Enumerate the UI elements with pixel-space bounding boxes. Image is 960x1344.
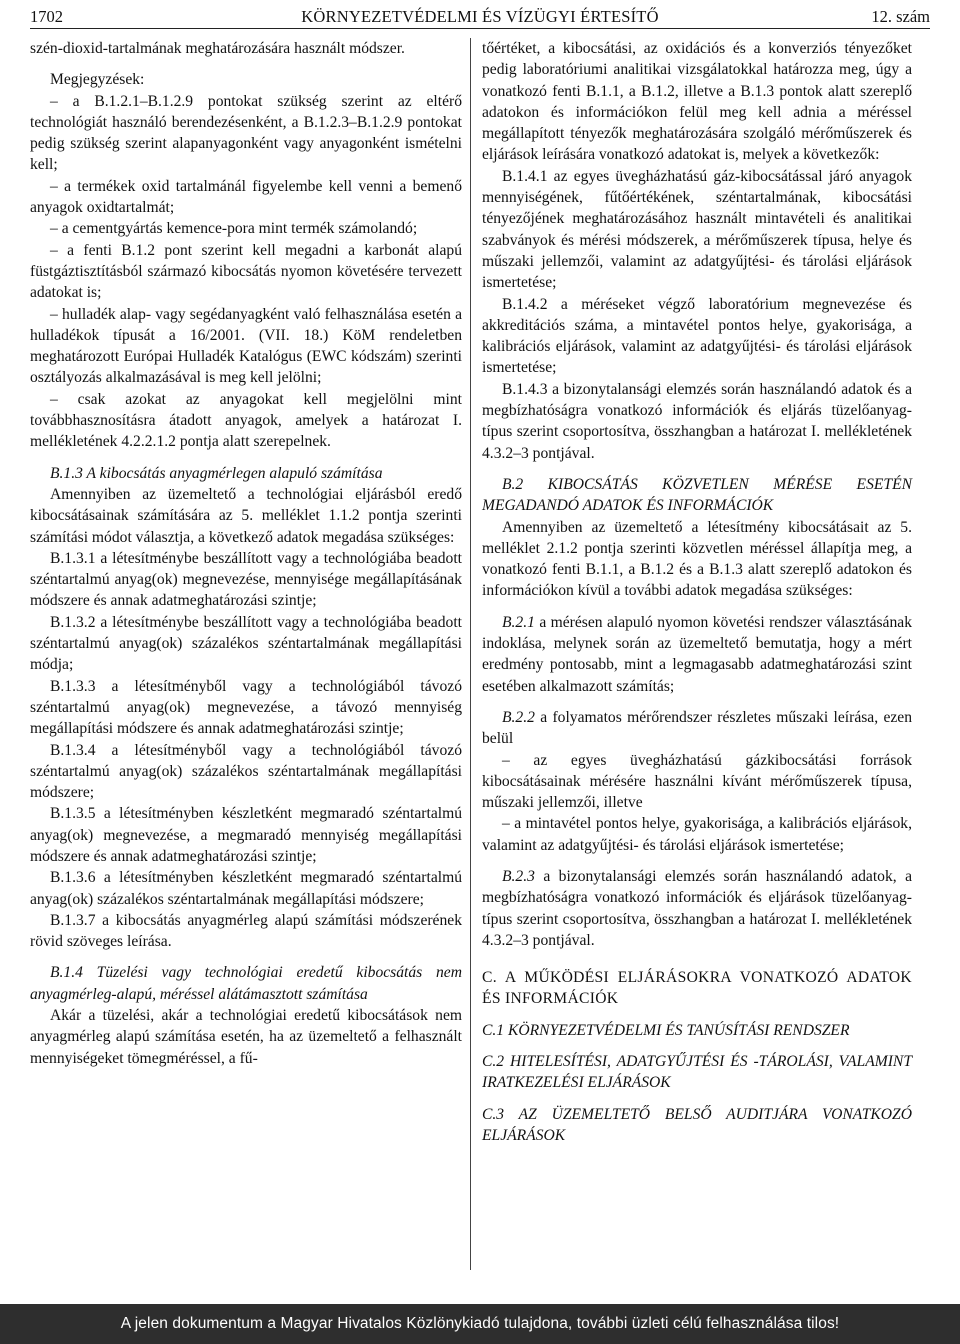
paragraph [482, 612, 912, 697]
section-heading-c2: C.2 HITELESÍTÉSI, ADATGYŰJTÉSI ÉS -TÁROLÁSI, VALAMINT IRATKEZELÉSI ELJÁRÁSOK [482, 1053, 912, 1092]
paragraph: B.1.4.3 a bizonytalansági elemzés során használandó adatok és a megbízhatóságra vonatkozó információk és eljárás tüzelőanyag-típus szerint csoportosítva, összhangban a határozat I. mellékletének 4.3.2–3 pontjával. [482, 380, 912, 462]
paragraph: Amennyiben az üzemeltető a létesítmény kibocsátásait az 5. melléklet 2.1.2 pontja szerinti közvetlen méréssel állapítja meg, a vonatkozó fenti B.1.1, a B.1.2 és a B.1.3 alatt szereplő adatokon és információkon kívül a további adatok megadása szükséges: [482, 518, 912, 600]
page-number: 1702 [30, 7, 63, 26]
text: a bizonytalansági elemzés során használandó adatok, a megbízhatóságra vonatkozó információk és eljárások tüzelőanyag-típus szerint csoportosítva, összhangban a határozat I. mellékletének 4.3.2–3 pontjával. [482, 867, 912, 949]
paragraph: Akár a tüzelési, akár a technológiai eredetű kibocsátások nem anyagmérleg alapú számítása esetén, ha az üzemeltető a felhasznált mennyiségeket tömegméréssel, a fű- [30, 1007, 462, 1067]
paragraph [482, 707, 912, 750]
notes-heading: Megjegyzések: [50, 71, 145, 89]
left-column [30, 38, 462, 1069]
paragraph: B.1.3.7 a kibocsátás anyagmérleg alapú számítási módszerének rövid szöveges leírása. [30, 911, 462, 951]
section-heading-b14: B.1.4 Tüzelési vagy technológiai eredetű kibocsátás nem anyagmérleg-alapú, méréssel alátámasztott számítása [30, 964, 462, 1003]
section-heading-b2: B.2 KIBOCSÁTÁS KÖZVETLEN MÉRÉSE ESETÉN MEGADANDÓ ADATOK ÉS INFORMÁCIÓK [482, 475, 912, 515]
label-b21: B.2.1 [502, 613, 535, 631]
list-item: – az egyes üvegházhatású gázkibocsátási források kibocsátásainak mérésére használni kívánt mérőműszerek típusa, műszaki jellemzői, illetve [482, 751, 912, 812]
paragraph: tőértéket, a kibocsátási, az oxidációs és a konverziós tényezőket pedig laboratóriumi analitikai vizsgálatokkal határozza meg, úgy a vonatkozó fenti B.1.1, a B.1.2, illetve a B.1.3 pontok alatt szereplő adatokon és információkon felül meg kell adnia a méréssel megállapított tényezők meghatározására szolgáló mérőműszerek és eljárások leírására vonatkozó adatokat is, melyek a következők: [482, 40, 912, 164]
header-rule [30, 28, 930, 29]
list-item: – a termékek oxid tartalmánál figyelembe kell venni a bemenő anyagok oxidtartalmát; [30, 177, 462, 217]
paragraph: B.1.3.1 a létesítménybe beszállított vagy a technológiába beadott széntartalmú anyag(ok) megnevezése, mennyisége megállapításának módszere és annak adatmeghatározási szintje; [30, 549, 462, 610]
list-item: – a mintavétel pontos helye, gyakorisága, a kalibrációs eljárások, valamint az adatgyűjtési- és tárolási eljárások ismertetése; [482, 815, 912, 854]
paragraph: B.1.4.1 az egyes üvegházhatású gáz-kibocsátással járó anyagok mennyiségének, fűtőértékének, széntartalmának, kibocsátási tényezőjének meghatározásához használt mintavételi és analitikai szabványok és mérési módszerek, a mérőműszerek típusa, helye és műszaki jellemzői, valamint az adatgyűjtési- és tárolási eljárások ismertetése; [482, 167, 912, 292]
list-item: – a cementgyártás kemence-pora mint termék számolandó; [50, 220, 418, 238]
label-b23: B.2.3 [502, 867, 535, 885]
issue-number: 12. szám [871, 7, 930, 26]
section-heading-c3: C.3 AZ ÜZEMELTETŐ BELSŐ AUDITJÁRA VONATKOZÓ ELJÁRÁSOK [482, 1105, 912, 1144]
page-header [30, 4, 930, 30]
paragraph: B.1.3.5 a létesítményben készletként megmaradó széntartalmú anyag(ok) megnevezése, a megmaradó mennyiség megállapítási módszere és annak adatmeghatározási szintje; [30, 805, 462, 865]
footer-watermark: A jelen dokumentum a Magyar Hivatalos Közlönykiadó tulajdona, további üzleti célú felhasználása tilos! [0, 1304, 960, 1344]
text: a mérésen alapuló nyomon követési rendszer választásának indoklása, melynek során az üzemeltető bemutatja, hogy a mért eredmény pontosabb, mint a legmagasabb adatmeghatározási szint esetében alkalmazott számítás; [482, 613, 912, 695]
list-item: – hulladék alap- vagy segédanyagként való felhasználása esetén a hulladékok típusát a 16/2001. (VII. 18.) KöM rendeletben meghatározott Európai Hulladék Katalógus (EWC kódszám) szerinti osztályozás alkalmazásával is meg kell jelölni; [30, 305, 462, 387]
section-heading-c: C. A MŰKÖDÉSI ELJÁRÁSOKRA VONATKOZÓ ADATOK ÉS INFORMÁCIÓK [482, 969, 912, 1008]
paragraph: B.1.3.2 a létesítménybe beszállított vagy a technológiába beadott széntartalmú anyag(ok) százalékos széntartalmának megállapítási módja; [30, 613, 462, 674]
section-heading-c1: C.1 KÖRNYEZETVÉDELMI ÉS TANÚSÍTÁSI RENDSZER [482, 1021, 850, 1039]
section-heading-b13: B.1.3 A kibocsátás anyagmérlegen alapuló számítása [50, 464, 383, 482]
paragraph: B.1.3.4 a létesítményből vagy a technológiából távozó széntartalmú anyag(ok) százalékos széntartalmának megállapítási módszere; [30, 741, 462, 802]
list-item: – a B.1.2.1–B.1.2.9 pontokat szükség szerint az eltérő technológiát használó berendezésenként, a B.1.2.3–B.1.2.9 pontokat pedig szükség szerint alapanyagonként vagy anyagonként ismételni kell; [30, 92, 462, 174]
paragraph: Amennyiben az üzemeltető a technológiai eljárásból eredő kibocsátásainak számítására az 5. melléklet 1.1.2 pontja szerinti számítási módot választja, a következő adatok megadása szükséges: [30, 485, 462, 546]
paragraph [482, 866, 912, 951]
list-item: – a fenti B.1.2 pont szerint kell megadni a karbonát alapú füstgáztisztításból származó kibocsátás nyomon követésére tervezett adatokat is; [30, 241, 462, 302]
list-item: – csak azokat az anyagokat kell megjelölni mint továbbhasznosításra átadott anyagok, amelyek a határozat I. mellékletének 4.2.2.1.2 pontja alatt szerepelnek. [30, 390, 462, 451]
column-divider [470, 38, 471, 1270]
right-column [482, 38, 912, 1146]
paragraph: B.1.3.3 a létesítményből vagy a technológiából távozó széntartalmú anyag(ok) megnevezése, a távozó mennyiség megállapítási módszere és annak adatmeghatározási szintje; [30, 677, 462, 738]
paragraph: B.1.4.2 a méréseket végző laboratórium megnevezése és akkreditációs száma, a mintavétel pontos helye, gyakorisága, a kalibrációs eljárások, valamint az adatgyűjtési- és tárolási eljárások ismertetése; [482, 295, 912, 377]
paragraph: szén-dioxid-tartalmának meghatározására használt módszer. [30, 40, 405, 57]
label-b22: B.2.2 [502, 708, 535, 726]
journal-title: KÖRNYEZETVÉDELMI ÉS VÍZÜGYI ÉRTESÍTŐ [301, 7, 659, 26]
paragraph: B.1.3.6 a létesítményben készletként megmaradó széntartalmú anyag(ok) százalékos széntartalmának megállapítási módszere; [30, 869, 462, 908]
text: a folyamatos mérőrendszer részletes műszaki leírása, ezen belül [482, 708, 913, 748]
